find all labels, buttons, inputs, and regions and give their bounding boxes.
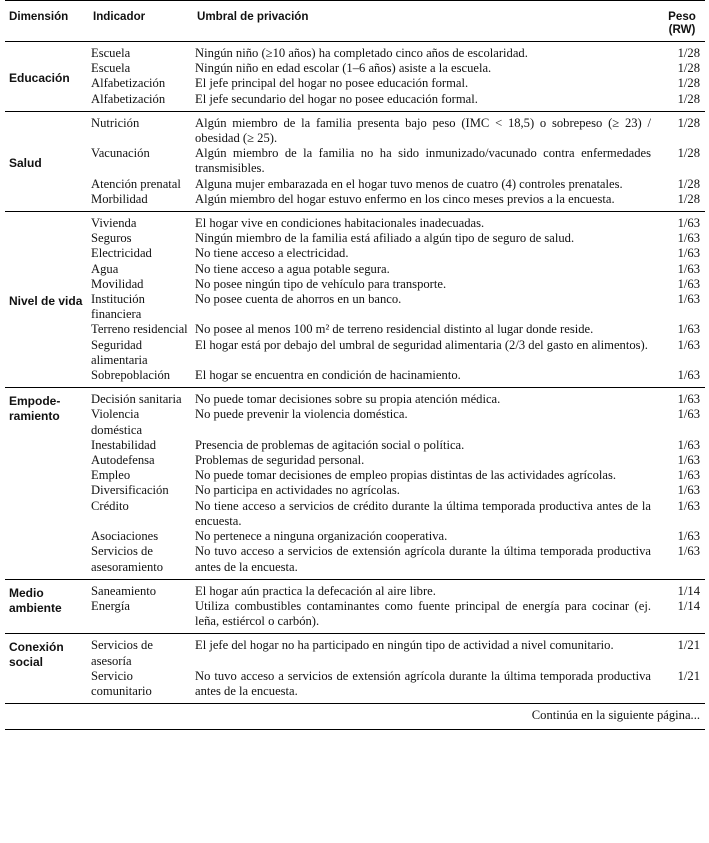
table-row — [5, 192, 705, 212]
indicator-cell: Vivienda — [91, 216, 137, 231]
dimension-group — [5, 388, 705, 579]
table-row — [5, 76, 705, 91]
table-row — [5, 292, 705, 322]
table-header — [5, 1, 705, 42]
weight-cell: 1/28 — [677, 61, 700, 76]
threshold-cell: Ningún miembro de la familia está afiliado a algún tipo de seguro de salud. — [195, 231, 575, 246]
weight-cell: 1/28 — [677, 191, 700, 206]
continuation-note: Continúa en la siguiente página... — [5, 704, 705, 730]
indicator-cell: Seguros — [91, 231, 132, 246]
weight-cell: 1/63 — [677, 529, 700, 544]
dimension-cell: Nivel de vida — [9, 294, 83, 309]
weight-cell: 1/63 — [677, 483, 700, 498]
indicator-cell: Morbilidad — [91, 191, 148, 206]
header-weight-line2: (RW) — [668, 23, 696, 36]
weight-cell: 1/14 — [677, 583, 700, 598]
threshold-cell: No tiene acceso a electricidad. — [195, 246, 349, 261]
threshold-cell: No posee ningún tipo de vehículo para transporte. — [195, 276, 447, 291]
threshold-cell: No tuvo acceso a servicios de extensión agrícola durante la última temporada productiva antes de la encuesta. — [195, 668, 651, 698]
weight-cell: 1/28 — [677, 146, 700, 161]
indicator-cell: Alfabetización — [91, 76, 166, 91]
dimension-group — [5, 212, 705, 388]
threshold-cell: No tuvo acceso a servicios de extensión agrícola durante la última temporada productiva antes de la encuesta. — [195, 544, 651, 574]
weight-cell: 1/63 — [677, 437, 700, 452]
threshold-cell: El hogar está por debajo del umbral de seguridad alimentaria (2/3 del gasto en alimentos). — [195, 337, 648, 352]
dimension-group — [5, 42, 705, 112]
table-row — [5, 407, 705, 437]
weight-cell: 1/14 — [677, 598, 700, 613]
threshold-cell: El jefe principal del hogar no posee educación formal. — [195, 76, 469, 91]
dimension-cell: Salud — [9, 155, 42, 170]
table-row — [5, 146, 705, 176]
table-row — [5, 669, 705, 704]
indicator-cell: Crédito — [91, 498, 129, 513]
threshold-cell: No puede tomar decisiones de empleo propias distintas de las actividades agrícolas. — [195, 468, 617, 483]
indicator-cell: Nutrición — [91, 115, 140, 130]
indicator-cell: Servicios de asesoramiento — [91, 544, 164, 574]
weight-cell: 1/63 — [677, 231, 700, 246]
threshold-cell: Presencia de problemas de agitación social o política. — [195, 437, 465, 452]
dimension-cell: Conexión social — [9, 640, 64, 670]
threshold-cell: Ningún niño (≥10 años) ha completado cinco años de escolaridad. — [195, 46, 528, 60]
indicator-cell: Electricidad — [91, 246, 152, 261]
indicator-cell: Vacunación — [91, 146, 150, 161]
threshold-cell: El hogar vive en condiciones habitacionales inadecuadas. — [195, 216, 485, 231]
table-row — [5, 61, 705, 76]
table-row — [5, 438, 705, 453]
threshold-cell: Utiliza combustibles contaminantes como fuente principal de energía para cocinar (ej. leña, estiércol o carbón). — [195, 598, 651, 629]
weight-cell: 1/63 — [677, 261, 700, 276]
table-row — [5, 634, 705, 669]
dimension-group — [5, 111, 705, 211]
weight-cell: 1/63 — [677, 392, 700, 407]
deprivation-table — [5, 0, 705, 730]
table-row — [5, 579, 705, 599]
indicator-cell: Escuela — [91, 46, 131, 60]
table-row — [5, 483, 705, 498]
header-weight — [659, 1, 705, 42]
threshold-cell: Algún miembro del hogar estuvo enfermo en los cinco meses previos a la encuesta. — [195, 191, 615, 206]
dimension-cell: Educación — [9, 70, 70, 85]
weight-cell: 1/63 — [677, 292, 700, 307]
table-row — [5, 544, 705, 579]
indicator-cell: Asociaciones — [91, 529, 159, 544]
indicator-cell: Diversificación — [91, 483, 169, 498]
threshold-cell: Ningún niño en edad escolar (1–6 años) asiste a la escuela. — [195, 61, 492, 76]
weight-cell: 1/63 — [677, 337, 700, 352]
weight-cell: 1/21 — [677, 638, 700, 653]
threshold-cell: El jefe secundario del hogar no posee educación formal. — [195, 91, 478, 106]
weight-cell: 1/63 — [677, 276, 700, 291]
indicator-cell: Seguridad alimentaria — [91, 337, 148, 367]
indicator-cell: Empleo — [91, 468, 131, 483]
header-threshold: Umbral de privación — [197, 10, 309, 23]
weight-cell: 1/63 — [677, 322, 700, 337]
threshold-cell: No pertenece a ninguna organización cooperativa. — [195, 529, 448, 544]
table-row — [5, 277, 705, 292]
threshold-cell: No tiene acceso a agua potable segura. — [195, 261, 390, 276]
table-row — [5, 262, 705, 277]
indicator-cell: Energía — [91, 598, 130, 613]
table-row — [5, 246, 705, 261]
indicator-cell: Terreno residencial — [91, 322, 188, 337]
table-row — [5, 42, 705, 62]
threshold-cell: No posee cuenta de ahorros en un banco. — [195, 292, 402, 307]
document-page — [5, 0, 705, 730]
indicator-cell: Movilidad — [91, 276, 144, 291]
weight-cell: 1/63 — [677, 453, 700, 468]
indicator-cell: Saneamiento — [91, 583, 157, 598]
threshold-cell: No participa en actividades no agrícolas. — [195, 483, 400, 498]
indicator-cell: Violencia doméstica — [91, 407, 143, 437]
indicator-cell: Agua — [91, 261, 119, 276]
indicator-cell: Autodefensa — [91, 453, 155, 468]
weight-cell: 1/28 — [677, 91, 700, 106]
threshold-cell: El jefe del hogar no ha participado en ningún tipo de actividad a nivel comunitario. — [195, 638, 614, 653]
weight-cell: 1/28 — [677, 176, 700, 191]
weight-cell: 1/63 — [677, 216, 700, 231]
dimension-cell: Medio ambiente — [9, 585, 62, 615]
dimension-group — [5, 579, 705, 634]
table-row — [5, 177, 705, 192]
threshold-cell: El hogar aún practica la defecación al aire libre. — [195, 583, 436, 598]
weight-cell: 1/63 — [677, 407, 700, 422]
table-row — [5, 231, 705, 246]
table-row — [5, 529, 705, 544]
threshold-cell: Algún miembro de la familia presenta bajo peso (IMC < 18,5) o sobrepeso (≥ 23) / obesidad (≥ 25). — [195, 115, 651, 146]
threshold-cell: El hogar se encuentra en condición de hacinamiento. — [195, 368, 461, 383]
indicator-cell: Escuela — [91, 61, 131, 76]
weight-cell: 1/28 — [677, 115, 700, 130]
weight-cell: 1/28 — [677, 46, 700, 60]
indicator-cell: Decisión sanitaria — [91, 392, 182, 407]
dimension-group — [5, 634, 705, 704]
indicator-cell: Servicio comunitario — [91, 668, 152, 698]
table-row — [5, 468, 705, 483]
weight-cell: 1/28 — [677, 76, 700, 91]
header-weight-line1: Peso — [668, 10, 696, 23]
weight-cell: 1/63 — [677, 468, 700, 483]
indicator-cell: Institución financiera — [91, 292, 145, 322]
header-indicator: Indicador — [93, 10, 146, 23]
weight-cell: 1/63 — [677, 544, 700, 559]
table-row — [5, 322, 705, 337]
weight-cell: 1/63 — [677, 498, 700, 513]
indicator-cell: Servicios de asesoría — [91, 638, 153, 668]
threshold-cell: Alguna mujer embarazada en el hogar tuvo menos de cuatro (4) controles prenatales. — [195, 176, 623, 191]
indicator-cell: Inestabilidad — [91, 437, 157, 452]
threshold-cell: No tiene acceso a servicios de crédito durante la última temporada productiva antes de la encuesta. — [195, 498, 651, 528]
table-row — [5, 388, 705, 408]
table-row — [5, 212, 705, 232]
threshold-cell: No puede prevenir la violencia doméstica. — [195, 407, 408, 422]
weight-cell: 1/21 — [677, 668, 700, 683]
indicator-cell: Alfabetización — [91, 91, 166, 106]
threshold-cell: Algún miembro de la familia no ha sido inmunizado/vacunado contra enfermedades transmisibles. — [195, 146, 651, 176]
table-row — [5, 599, 705, 634]
weight-cell: 1/63 — [677, 246, 700, 261]
table-row — [5, 92, 705, 112]
table-row — [5, 499, 705, 529]
table-row — [5, 453, 705, 468]
dimension-cell: Empode-ramiento — [9, 394, 61, 424]
weight-cell: 1/63 — [677, 368, 700, 383]
threshold-cell: No posee al menos 100 m² de terreno residencial distinto al lugar donde reside. — [195, 322, 594, 337]
threshold-cell: No puede tomar decisiones sobre su propia atención médica. — [195, 392, 501, 407]
threshold-cell: Problemas de seguridad personal. — [195, 453, 365, 468]
table-row — [5, 368, 705, 388]
header-dimension: Dimensión — [9, 10, 69, 23]
indicator-cell: Atención prenatal — [91, 176, 181, 191]
table-row — [5, 111, 705, 146]
indicator-cell: Sobrepoblación — [91, 368, 171, 383]
table-row — [5, 338, 705, 368]
